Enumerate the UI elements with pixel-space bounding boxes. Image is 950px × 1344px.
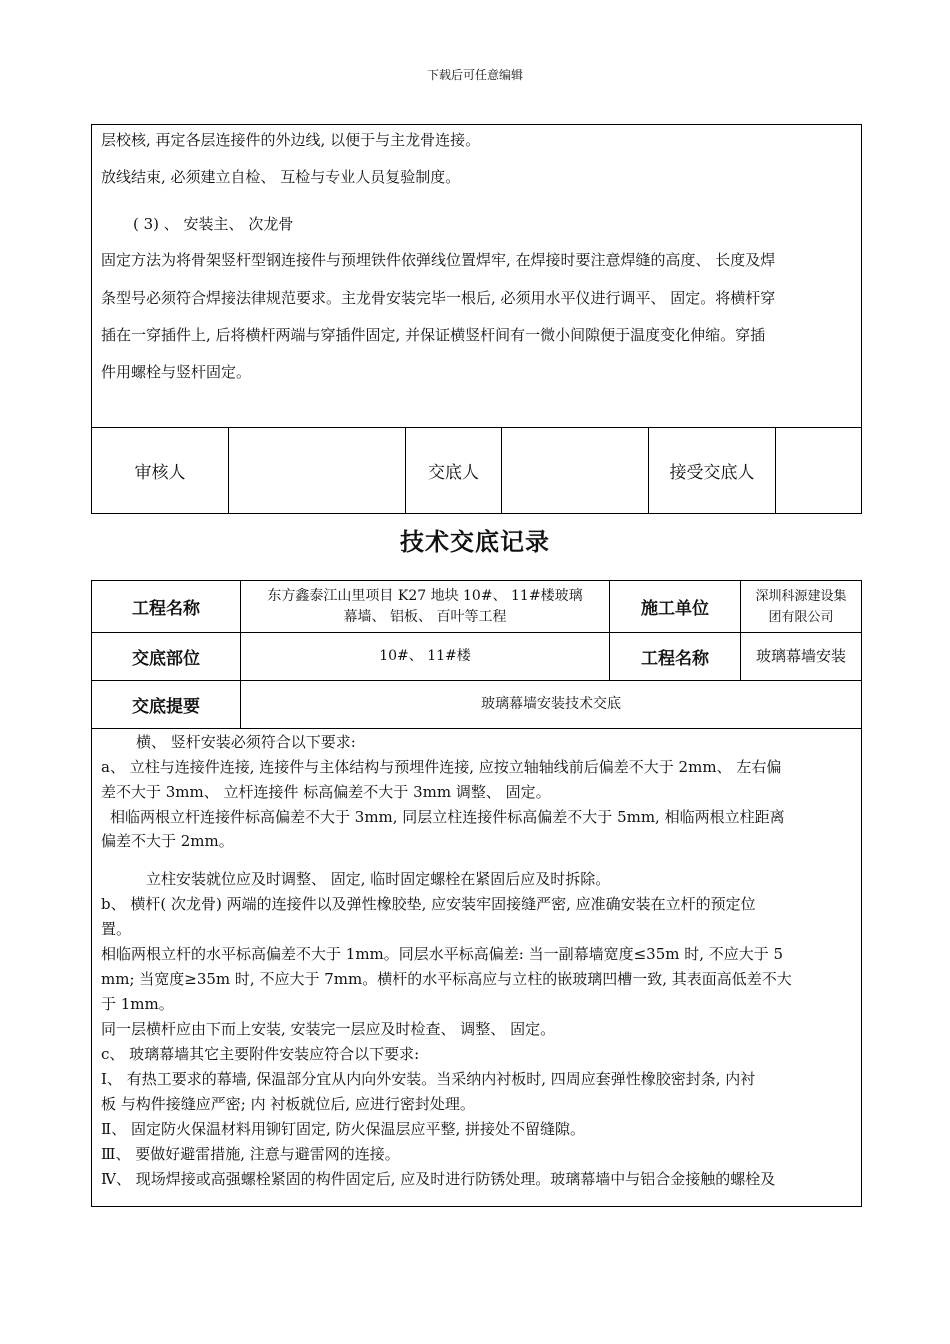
reviewer-value	[229, 428, 406, 514]
text-line: 件用螺栓与竖杆固定。	[101, 363, 252, 381]
project-name-line: 东方鑫泰江山里项目 K27 地块 10#、 11#楼玻璃	[267, 587, 583, 604]
location-value: 10#、 11#楼	[241, 633, 610, 681]
text-line: 放线结束, 必须建立自检、 互检与专业人员复验制度。	[101, 168, 461, 186]
record-body-cell	[92, 729, 862, 1207]
body-line: a、 立柱与连接件连接, 连接件与主体结构与预埋件连接, 应按立轴轴线前后偏差不大于 2mm、 左右偏	[101, 758, 782, 776]
body-line: 于 1mm。	[101, 995, 174, 1013]
header-note: 下载后可任意编辑	[426, 68, 523, 82]
project-name-label: 工程名称	[92, 581, 241, 633]
contractor-line: 团有限公司	[768, 609, 834, 625]
summary-label: 交底提要	[92, 681, 241, 729]
body-line: Ⅱ、 固定防火保温材料用铆钉固定, 防火保温层应平整, 拼接处不留缝隙。	[101, 1120, 586, 1138]
body-line: b、 横杆( 次龙骨) 两端的连接件以及弹性橡胶垫, 应安装牢固接缝严密, 应准确安装在立杆的预定位	[101, 895, 756, 913]
contractor-value	[741, 581, 862, 633]
body-line: Ⅰ、 有热工要求的幕墙, 保温部分宜从内向外安装。当采纳内衬板时, 四周应套弹性橡胶密封条, 内衬	[101, 1070, 756, 1088]
body-line: c、 玻璃幕墙其它主要附件安装应符合以下要求:	[101, 1045, 420, 1063]
location-label: 交底部位	[92, 633, 241, 681]
project-name-value	[241, 581, 610, 633]
receiver-value	[776, 428, 862, 514]
text-line: 层校核, 再定各层连接件的外边线, 以便于与主龙骨连接。	[101, 131, 481, 149]
body-line: 立柱安装就位应及时调整、 固定, 临时固定螺栓在紧固后应及时拆除。	[146, 870, 611, 888]
receiver-label: 接受交底人	[649, 428, 776, 514]
body-line: 相临两根立杆连接件标高偏差不大于 3mm, 同层立柱连接件标高偏差不大于 5mm, 相临两根立柱距离	[110, 808, 785, 826]
project-name-line: 幕墙、 铝板、 百叶等工程	[343, 608, 507, 625]
body-line: Ⅳ、 现场焊接或高强螺栓紧固的构件固定后, 应及时进行防锈处理。玻璃幕墙中与铝合金接触的螺栓及	[101, 1170, 776, 1188]
top-continuation-table	[91, 124, 862, 514]
presenter-label: 交底人	[406, 428, 502, 514]
summary-value: 玻璃幕墙安装技术交底	[241, 681, 862, 729]
body-line: mm; 当宽度≥35m 时, 不应大于 7mm。横杆的水平标高应与立柱的嵌玻璃凹槽一致, 其表面高低差不大	[101, 970, 792, 988]
record-table	[91, 580, 862, 1207]
presenter-value	[502, 428, 649, 514]
text-line: 条型号必须符合焊接法律规范要求。主龙骨安装完毕一根后, 必须用水平仪进行调平、 固定。将横杆穿	[101, 289, 776, 307]
section-heading: ( 3) 、 安装主、 次龙骨	[133, 215, 294, 233]
contractor-line: 深圳科源建设集	[755, 588, 847, 604]
contractor-label: 施工单位	[610, 581, 741, 633]
body-line: 偏差不大于 2mm。	[101, 832, 234, 850]
body-line: 同一层横杆应由下而上安装, 安装完一层应及时检查、 调整、 固定。	[101, 1020, 556, 1038]
text-line: 固定方法为将骨架竖杆型钢连接件与预埋铁件依弹线位置焊牢, 在焊接时要注意焊缝的高度、 长度及焊	[101, 251, 776, 269]
body-line: Ⅲ、 要做好避雷措施, 注意与避雷网的连接。	[101, 1145, 400, 1163]
body-line: 置。	[101, 920, 132, 938]
document-title: 技术交底记录	[400, 528, 550, 556]
body-line: 板 与构件接缝应严密; 内 衬板就位后, 应进行密封处理。	[101, 1095, 475, 1113]
body-line: 差不大于 3mm、 立杆连接件 标高偏差不大于 3mm 调整、 固定。	[101, 783, 551, 801]
work-name-value: 玻璃幕墙安装	[741, 633, 862, 681]
text-line: 插在一穿插件上, 后将横杆两端与穿插件固定, 并保证横竖杆间有一微小间隙便于温度变化伸缩。穿插	[101, 326, 766, 344]
reviewer-label: 审核人	[92, 428, 229, 514]
work-name-label: 工程名称	[610, 633, 741, 681]
top-content-cell	[92, 125, 862, 428]
body-line: 横、 竖杆安装必须符合以下要求:	[136, 733, 356, 751]
body-line: 相临两根立杆的水平标高偏差不大于 1mm。同层水平标高偏差: 当一副幕墙宽度≤35m 时, 不应大于 5	[101, 945, 784, 963]
